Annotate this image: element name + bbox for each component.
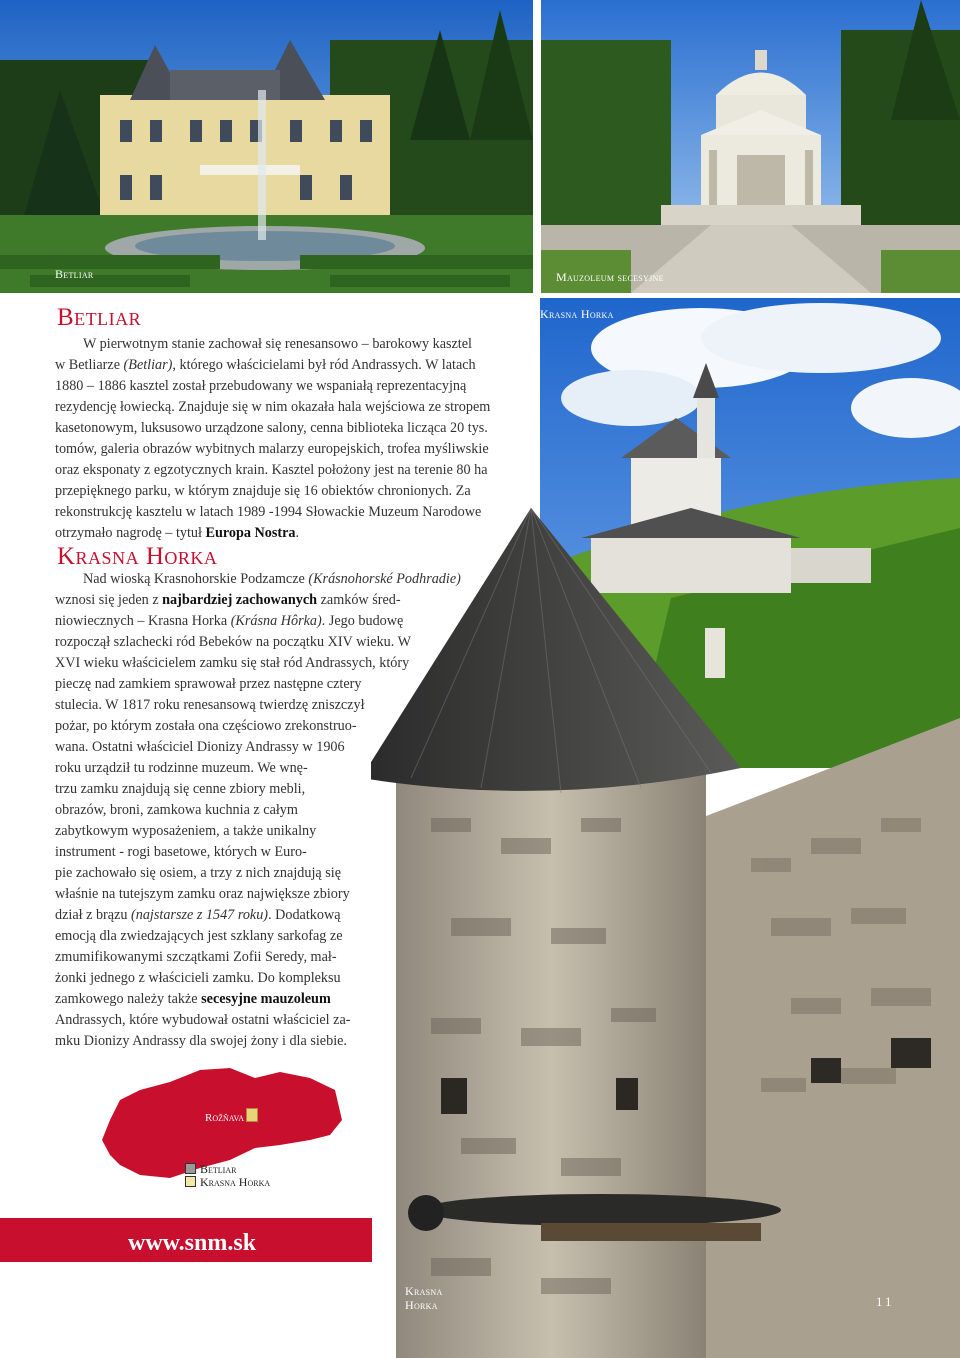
place-name: (Krásnohorské Podhradie): [308, 571, 461, 587]
betliar-legend-icon: [185, 1163, 196, 1174]
krasna-line: zmumifikowanymi szczątkami Zofii Seredy, mał-: [55, 949, 337, 965]
betliar-line: rekonstrukcję kasztelu w latach 1989 -1994 Słowackie Muzeum Narodowe: [55, 504, 482, 520]
krasna-line: zamkowego należy także: [55, 991, 202, 1007]
krasna-line: roku urządził tu rodzinne muzeum. We wnę-: [55, 760, 308, 776]
krasna-line: pie zachowało się osiem, a trzy z nich znajdują się: [55, 865, 342, 881]
map-city-label: Rožňava: [205, 1112, 245, 1124]
krasna-horka-body: [55, 569, 475, 1052]
betliar-photo: [0, 0, 533, 293]
page-number: 11: [876, 1294, 895, 1309]
europa-nostra-award: Europa Nostra: [205, 525, 296, 541]
mauzoleum-photo: [541, 0, 960, 293]
corner-caption: [405, 1284, 443, 1312]
legend-label: Betliar: [200, 1162, 237, 1176]
krasna-horka-caption: Krasna Horka: [540, 307, 614, 321]
betliar-caption: Betliar: [55, 267, 94, 281]
legend-label: Krasna Horka: [200, 1175, 271, 1189]
krasna-line: dział z brązu: [55, 907, 132, 923]
krasna-line: pieczę nad zamkiem sprawował przez następne cztery: [55, 676, 362, 692]
krasna-line: zabytkowym wyposażeniem, a także unikalny: [55, 823, 317, 839]
betliar-line: W pierwotnym stanie zachował się renesansowo – barokowy kasztel: [83, 336, 472, 352]
krasna-line: wznosi się jeden z: [55, 592, 163, 608]
emphasis: najbardziej zachowanych: [162, 592, 318, 608]
betliar-line: w Betliarze: [55, 357, 124, 373]
betliar-line: 1880 – 1886 kasztel został przebudowany we wspaniałą reprezentacyjną: [55, 378, 467, 394]
mauzoleum-caption: Mauzoleum secesyjne: [556, 270, 664, 284]
betliar-line: .: [295, 525, 300, 541]
krasna-line: emocją dla zwiedzających jest szklany sarkofag ze: [55, 928, 343, 944]
betliar-line: otrzymało nagrodę – tytuł: [55, 525, 206, 541]
corner-caption-line: Horka: [405, 1298, 438, 1312]
krasna-line: Andrassych, które wybudował ostatni właściciel za-: [55, 1012, 351, 1028]
krasna-line: XVI wieku właścicielem zamku się stał ród Andrassych, który: [55, 655, 410, 671]
betliar-line: przepięknego parku, w którym znajduje się 16 obiektów chronionych. Za: [55, 483, 471, 499]
krasna-line: mku Dionizy Andrassy dla swojej żony i dla siebie.: [55, 1033, 347, 1049]
krasna-line: wana. Ostatni właściciel Dionizy Andrassy w 1906: [55, 739, 345, 755]
krasna-line: właśnie na tutejszym zamku oraz największe zbiory: [55, 886, 350, 902]
betliar-line: kasetonowym, luksusowo urządzone salony, cenna biblioteka licząca 20 tys.: [55, 420, 488, 436]
krasna-line: trzu zamku znajdują się cenne zbiory mebli,: [55, 781, 306, 797]
krasna-line: rozpoczął szlachecki ród Bebeków na początku XIV wieku. W: [55, 634, 411, 650]
betliar-line: rezydencję łowiecką. Znajduje się w nim okazała hala wejściowa ze stropem: [55, 399, 491, 415]
krasna-horka-legend-icon: [185, 1176, 196, 1187]
betliar-place-name: (Betliar): [123, 357, 173, 373]
krasna-line: niowiecznych – Krasna Horka: [55, 613, 231, 629]
krasna-line: obrazów, broni, zamkowa kuchnia z całym: [55, 802, 298, 818]
krasna-line: stulecia. W 1817 roku renesansową twierdzę zniszczył: [55, 697, 365, 713]
krasna-line: Nad wioską Krasnohorskie Podzamcze: [83, 571, 309, 587]
krasna-line: zamków śred-: [317, 592, 401, 608]
place-name: (Krásna Hôrka): [230, 613, 322, 629]
rozniava-marker: [246, 1108, 258, 1122]
krasna-horka-heading: Krasna Horka: [57, 543, 218, 570]
website-link[interactable]: www.snm.sk: [128, 1230, 257, 1256]
date-note: (najstarsze z 1547 roku): [131, 907, 269, 923]
krasna-line: żonki jednego z właścicieli zamku. Do kompleksu: [55, 970, 341, 986]
betliar-line: tomów, galeria obrazów wybitnych malarzy europejskich, trofea myśliwskie: [55, 441, 489, 457]
krasna-line: pożar, po którym została ona częściowo zrekonstruo-: [55, 718, 357, 734]
krasna-line: . Dodatkową: [268, 907, 341, 923]
corner-caption-line: Krasna: [405, 1284, 443, 1298]
betliar-body: [55, 334, 525, 544]
emphasis: secesyjne mauzoleum: [201, 991, 331, 1007]
map-legend-krasna-horka: [185, 1175, 270, 1190]
betliar-line: , którego właścicielami był ród Andrassych. W latach: [172, 357, 476, 373]
krasna-line: instrument - rogi basetowe, których w Euro-: [55, 844, 307, 860]
betliar-heading: Betliar: [57, 304, 142, 331]
krasna-line: . Jego budowę: [321, 613, 404, 629]
betliar-line: oraz eksponaty z egzotycznych krain. Kasztel położony jest na terenie 80 ha: [55, 462, 488, 478]
